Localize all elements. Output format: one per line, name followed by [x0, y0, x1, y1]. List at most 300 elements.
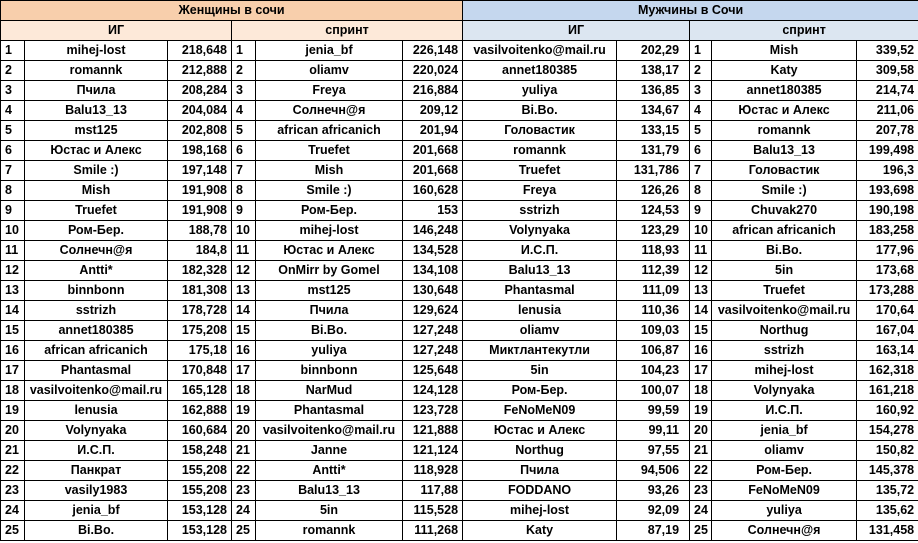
men-ig-score-cell: 94,506 [617, 461, 690, 481]
table-row [1, 461, 918, 481]
women-ig-score-cell: 182,328 [168, 261, 232, 281]
women-sprint-score-cell: 216,884 [403, 81, 463, 101]
women-sprint-score-cell: 134,108 [403, 261, 463, 281]
men-ig-score-cell: 118,93 [617, 241, 690, 261]
women-ig-score-cell: 170,848 [168, 361, 232, 381]
men-sprint-name-cell: african africanich [712, 221, 857, 241]
men-ig-name-cell: annet180385 [463, 61, 617, 81]
men-sprint-rank-cell: 17 [690, 361, 712, 381]
men-sprint-score-cell: 183,258 [857, 221, 918, 241]
men-sprint-rank-cell: 8 [690, 181, 712, 201]
women-sprint-score-cell: 118,928 [403, 461, 463, 481]
women-sprint-name-cell: Mish [256, 161, 403, 181]
men-sprint-name-cell: Ром-Бер. [712, 461, 857, 481]
women-sprint-name-cell: Antti* [256, 461, 403, 481]
women-sprint-name-cell: OnMirr by Gomel [256, 261, 403, 281]
men-sprint-rank-cell: 18 [690, 381, 712, 401]
women-sprint-rank-cell: 5 [232, 121, 256, 141]
women-ig-name-cell: binnbonn [25, 281, 168, 301]
men-sprint-score-cell: 309,58 [857, 61, 918, 81]
table-row [1, 201, 918, 221]
men-sprint-score-cell: 145,378 [857, 461, 918, 481]
men-ig-header: ИГ [463, 21, 690, 41]
rank-cell: 8 [1, 181, 25, 201]
rank-cell: 21 [1, 441, 25, 461]
men-sprint-rank-cell: 15 [690, 321, 712, 341]
women-ig-score-cell: 198,168 [168, 141, 232, 161]
women-ig-name-cell: jenia_bf [25, 501, 168, 521]
women-sprint-rank-cell: 3 [232, 81, 256, 101]
men-ig-name-cell: Katy [463, 521, 617, 541]
women-sprint-rank-cell: 1 [232, 41, 256, 61]
men-ig-name-cell: Bi.Bo. [463, 101, 617, 121]
women-sprint-score-cell: 125,648 [403, 361, 463, 381]
men-ig-name-cell: 5in [463, 361, 617, 381]
table-row [1, 41, 918, 61]
women-sprint-header: спринт [232, 21, 463, 41]
men-ig-score-cell: 123,29 [617, 221, 690, 241]
women-ig-name-cell: Ром-Бер. [25, 221, 168, 241]
men-ig-name-cell: romannk [463, 141, 617, 161]
rank-cell: 20 [1, 421, 25, 441]
rank-cell: 16 [1, 341, 25, 361]
women-sprint-rank-cell: 17 [232, 361, 256, 381]
women-ig-name-cell: Phantasmal [25, 361, 168, 381]
table-row [1, 501, 918, 521]
women-sprint-score-cell: 127,248 [403, 321, 463, 341]
women-ig-name-cell: mst125 [25, 121, 168, 141]
men-sprint-name-cell: Chuvak270 [712, 201, 857, 221]
women-ig-name-cell: Солнечн@я [25, 241, 168, 261]
women-ig-score-cell: 160,684 [168, 421, 232, 441]
table-row [1, 361, 918, 381]
women-sprint-name-cell: romannk [256, 521, 403, 541]
men-sprint-name-cell: Mish [712, 41, 857, 61]
women-ig-name-cell: Пчила [25, 81, 168, 101]
men-ig-score-cell: 110,36 [617, 301, 690, 321]
men-sprint-header: спринт [690, 21, 918, 41]
women-ig-score-cell: 153,128 [168, 521, 232, 541]
women-header: Женщины в сочи [1, 1, 463, 21]
men-sprint-score-cell: 207,78 [857, 121, 918, 141]
men-ig-score-cell: 99,11 [617, 421, 690, 441]
table-body [1, 41, 918, 541]
men-ig-name-cell: Phantasmal [463, 281, 617, 301]
women-sprint-rank-cell: 10 [232, 221, 256, 241]
rank-cell: 12 [1, 261, 25, 281]
men-sprint-name-cell: Volynyaka [712, 381, 857, 401]
women-ig-name-cell: И.С.П. [25, 441, 168, 461]
men-ig-score-cell: 131,79 [617, 141, 690, 161]
men-sprint-rank-cell: 2 [690, 61, 712, 81]
women-sprint-score-cell: 117,88 [403, 481, 463, 501]
women-ig-score-cell: 202,808 [168, 121, 232, 141]
table-row [1, 301, 918, 321]
women-sprint-score-cell: 153 [403, 201, 463, 221]
men-sprint-name-cell: yuliya [712, 501, 857, 521]
men-sprint-name-cell: Truefet [712, 281, 857, 301]
men-sprint-rank-cell: 24 [690, 501, 712, 521]
rank-cell: 4 [1, 101, 25, 121]
table-row [1, 401, 918, 421]
men-sprint-rank-cell: 13 [690, 281, 712, 301]
women-sprint-name-cell: Janne [256, 441, 403, 461]
women-sprint-name-cell: Smile :) [256, 181, 403, 201]
women-sprint-rank-cell: 21 [232, 441, 256, 461]
men-sprint-rank-cell: 10 [690, 221, 712, 241]
women-sprint-name-cell: Freya [256, 81, 403, 101]
women-sprint-score-cell: 209,12 [403, 101, 463, 121]
men-ig-name-cell: Головастик [463, 121, 617, 141]
men-header: Мужчины в Сочи [463, 1, 918, 21]
women-sprint-name-cell: Balu13_13 [256, 481, 403, 501]
men-ig-score-cell: 104,23 [617, 361, 690, 381]
men-sprint-score-cell: 199,498 [857, 141, 918, 161]
women-sprint-score-cell: 121,124 [403, 441, 463, 461]
women-sprint-name-cell: 5in [256, 501, 403, 521]
men-sprint-rank-cell: 9 [690, 201, 712, 221]
men-sprint-score-cell: 150,82 [857, 441, 918, 461]
men-sprint-rank-cell: 14 [690, 301, 712, 321]
women-sprint-name-cell: jenia_bf [256, 41, 403, 61]
men-sprint-name-cell: FeNoMeN09 [712, 481, 857, 501]
women-ig-score-cell: 155,208 [168, 481, 232, 501]
men-sprint-rank-cell: 20 [690, 421, 712, 441]
men-sprint-rank-cell: 25 [690, 521, 712, 541]
women-sprint-name-cell: Bi.Bo. [256, 321, 403, 341]
rank-cell: 1 [1, 41, 25, 61]
men-ig-name-cell: FeNoMeN09 [463, 401, 617, 421]
women-ig-name-cell: Balu13_13 [25, 101, 168, 121]
men-sprint-name-cell: 5in [712, 261, 857, 281]
men-ig-name-cell: Volynyaka [463, 221, 617, 241]
table-row [1, 61, 918, 81]
rank-cell: 10 [1, 221, 25, 241]
women-ig-header: ИГ [1, 21, 232, 41]
women-ig-score-cell: 184,8 [168, 241, 232, 261]
rank-cell: 3 [1, 81, 25, 101]
women-sprint-score-cell: 201,668 [403, 161, 463, 181]
table-row [1, 181, 918, 201]
women-sprint-rank-cell: 15 [232, 321, 256, 341]
men-sprint-rank-cell: 16 [690, 341, 712, 361]
rank-cell: 15 [1, 321, 25, 341]
women-sprint-rank-cell: 8 [232, 181, 256, 201]
table-row [1, 421, 918, 441]
women-sprint-name-cell: oliamv [256, 61, 403, 81]
women-sprint-name-cell: mihej-lost [256, 221, 403, 241]
men-sprint-score-cell: 190,198 [857, 201, 918, 221]
men-ig-name-cell: mihej-lost [463, 501, 617, 521]
women-ig-name-cell: Панкрат [25, 461, 168, 481]
men-sprint-rank-cell: 6 [690, 141, 712, 161]
men-sprint-rank-cell: 3 [690, 81, 712, 101]
rank-cell: 23 [1, 481, 25, 501]
men-ig-score-cell: 87,19 [617, 521, 690, 541]
table-row [1, 221, 918, 241]
men-sprint-name-cell: И.С.П. [712, 401, 857, 421]
men-sprint-rank-cell: 22 [690, 461, 712, 481]
men-sprint-score-cell: 154,278 [857, 421, 918, 441]
table-row [1, 241, 918, 261]
men-ig-name-cell: yuliya [463, 81, 617, 101]
men-sprint-score-cell: 173,68 [857, 261, 918, 281]
women-ig-score-cell: 191,908 [168, 201, 232, 221]
women-ig-score-cell: 191,908 [168, 181, 232, 201]
women-sprint-score-cell: 129,624 [403, 301, 463, 321]
women-sprint-rank-cell: 20 [232, 421, 256, 441]
women-sprint-score-cell: 123,728 [403, 401, 463, 421]
men-sprint-score-cell: 162,318 [857, 361, 918, 381]
men-ig-name-cell: Юстас и Алекс [463, 421, 617, 441]
men-ig-score-cell: 134,67 [617, 101, 690, 121]
men-sprint-score-cell: 163,14 [857, 341, 918, 361]
men-sprint-rank-cell: 21 [690, 441, 712, 461]
women-sprint-score-cell: 124,128 [403, 381, 463, 401]
men-ig-name-cell: Freya [463, 181, 617, 201]
table-row [1, 261, 918, 281]
men-sprint-score-cell: 135,62 [857, 501, 918, 521]
women-ig-name-cell: Bi.Bo. [25, 521, 168, 541]
rank-cell: 18 [1, 381, 25, 401]
men-ig-name-cell: Balu13_13 [463, 261, 617, 281]
women-sprint-rank-cell: 16 [232, 341, 256, 361]
men-ig-name-cell: lenusia [463, 301, 617, 321]
men-ig-score-cell: 93,26 [617, 481, 690, 501]
men-sprint-rank-cell: 11 [690, 241, 712, 261]
women-ig-name-cell: vasilvoitenko@mail.ru [25, 381, 168, 401]
rank-cell: 22 [1, 461, 25, 481]
men-sprint-score-cell: 167,04 [857, 321, 918, 341]
women-sprint-rank-cell: 2 [232, 61, 256, 81]
table-row [1, 81, 918, 101]
men-ig-score-cell: 133,15 [617, 121, 690, 141]
men-sprint-name-cell: Balu13_13 [712, 141, 857, 161]
table-row [1, 321, 918, 341]
men-sprint-name-cell: oliamv [712, 441, 857, 461]
women-sprint-score-cell: 127,248 [403, 341, 463, 361]
women-sprint-rank-cell: 9 [232, 201, 256, 221]
rank-cell: 5 [1, 121, 25, 141]
women-ig-name-cell: romannk [25, 61, 168, 81]
women-ig-score-cell: 158,248 [168, 441, 232, 461]
women-ig-name-cell: Юстас и Алекс [25, 141, 168, 161]
men-ig-score-cell: 97,55 [617, 441, 690, 461]
men-sprint-name-cell: Bi.Bo. [712, 241, 857, 261]
women-sprint-score-cell: 134,528 [403, 241, 463, 261]
women-ig-name-cell: lenusia [25, 401, 168, 421]
women-sprint-rank-cell: 24 [232, 501, 256, 521]
table-row [1, 141, 918, 161]
table-row [1, 101, 918, 121]
men-ig-score-cell: 124,53 [617, 201, 690, 221]
women-sprint-name-cell: binnbonn [256, 361, 403, 381]
men-sprint-name-cell: vasilvoitenko@mail.ru [712, 301, 857, 321]
men-ig-name-cell: Truefet [463, 161, 617, 181]
men-sprint-score-cell: 339,52 [857, 41, 918, 61]
women-sprint-score-cell: 121,888 [403, 421, 463, 441]
group-header-row [1, 1, 918, 21]
table-row [1, 281, 918, 301]
women-sprint-score-cell: 226,148 [403, 41, 463, 61]
women-ig-name-cell: Smile :) [25, 161, 168, 181]
men-ig-score-cell: 100,07 [617, 381, 690, 401]
women-ig-score-cell: 162,888 [168, 401, 232, 421]
rank-cell: 17 [1, 361, 25, 381]
women-sprint-name-cell: Юстас и Алекс [256, 241, 403, 261]
women-ig-score-cell: 188,78 [168, 221, 232, 241]
men-sprint-rank-cell: 5 [690, 121, 712, 141]
men-sprint-name-cell: Katy [712, 61, 857, 81]
rank-cell: 25 [1, 521, 25, 541]
women-ig-name-cell: mihej-lost [25, 41, 168, 61]
rank-cell: 2 [1, 61, 25, 81]
men-sprint-score-cell: 170,64 [857, 301, 918, 321]
table-row [1, 121, 918, 141]
women-ig-score-cell: 165,128 [168, 381, 232, 401]
women-sprint-name-cell: Phantasmal [256, 401, 403, 421]
table-row [1, 381, 918, 401]
rank-cell: 6 [1, 141, 25, 161]
women-ig-score-cell: 155,208 [168, 461, 232, 481]
men-sprint-name-cell: annet180385 [712, 81, 857, 101]
women-sprint-score-cell: 111,268 [403, 521, 463, 541]
men-sprint-score-cell: 160,92 [857, 401, 918, 421]
men-ig-score-cell: 126,26 [617, 181, 690, 201]
men-ig-score-cell: 106,87 [617, 341, 690, 361]
men-sprint-score-cell: 135,72 [857, 481, 918, 501]
women-sprint-name-cell: Солнечн@я [256, 101, 403, 121]
men-ig-score-cell: 202,29 [617, 41, 690, 61]
men-ig-name-cell: Ром-Бер. [463, 381, 617, 401]
men-sprint-score-cell: 193,698 [857, 181, 918, 201]
men-sprint-name-cell: mihej-lost [712, 361, 857, 381]
men-sprint-score-cell: 211,06 [857, 101, 918, 121]
men-sprint-name-cell: Головастик [712, 161, 857, 181]
men-sprint-score-cell: 161,218 [857, 381, 918, 401]
men-sprint-rank-cell: 12 [690, 261, 712, 281]
table-row [1, 161, 918, 181]
women-ig-name-cell: Truefet [25, 201, 168, 221]
men-sprint-rank-cell: 4 [690, 101, 712, 121]
women-sprint-rank-cell: 7 [232, 161, 256, 181]
rank-cell: 13 [1, 281, 25, 301]
women-sprint-rank-cell: 23 [232, 481, 256, 501]
women-ig-score-cell: 153,128 [168, 501, 232, 521]
men-ig-score-cell: 136,85 [617, 81, 690, 101]
women-sprint-rank-cell: 25 [232, 521, 256, 541]
men-sprint-name-cell: Юстас и Алекс [712, 101, 857, 121]
men-ig-name-cell: Northug [463, 441, 617, 461]
men-sprint-name-cell: romannk [712, 121, 857, 141]
rank-cell: 19 [1, 401, 25, 421]
women-ig-score-cell: 212,888 [168, 61, 232, 81]
women-ig-score-cell: 208,284 [168, 81, 232, 101]
men-sprint-rank-cell: 7 [690, 161, 712, 181]
men-sprint-name-cell: Northug [712, 321, 857, 341]
men-ig-score-cell: 138,17 [617, 61, 690, 81]
table-row [1, 521, 918, 541]
rank-cell: 11 [1, 241, 25, 261]
women-ig-name-cell: Volynyaka [25, 421, 168, 441]
men-ig-score-cell: 92,09 [617, 501, 690, 521]
women-sprint-rank-cell: 19 [232, 401, 256, 421]
men-sprint-name-cell: Smile :) [712, 181, 857, 201]
men-ig-name-cell: sstrizh [463, 201, 617, 221]
women-sprint-rank-cell: 6 [232, 141, 256, 161]
men-sprint-score-cell: 177,96 [857, 241, 918, 261]
men-sprint-score-cell: 214,74 [857, 81, 918, 101]
women-ig-score-cell: 181,308 [168, 281, 232, 301]
men-sprint-score-cell: 196,3 [857, 161, 918, 181]
men-ig-name-cell: FODDANO [463, 481, 617, 501]
women-sprint-score-cell: 115,528 [403, 501, 463, 521]
men-ig-score-cell: 99,59 [617, 401, 690, 421]
men-sprint-score-cell: 131,458 [857, 521, 918, 541]
women-sprint-rank-cell: 14 [232, 301, 256, 321]
rank-cell: 14 [1, 301, 25, 321]
women-sprint-name-cell: Пчила [256, 301, 403, 321]
women-ig-name-cell: vasily1983 [25, 481, 168, 501]
women-sprint-name-cell: vasilvoitenko@mail.ru [256, 421, 403, 441]
women-sprint-rank-cell: 13 [232, 281, 256, 301]
women-ig-score-cell: 178,728 [168, 301, 232, 321]
women-ig-name-cell: african africanich [25, 341, 168, 361]
women-ig-name-cell: Antti* [25, 261, 168, 281]
women-sprint-rank-cell: 11 [232, 241, 256, 261]
women-sprint-score-cell: 220,024 [403, 61, 463, 81]
men-ig-score-cell: 111,09 [617, 281, 690, 301]
women-sprint-name-cell: NarMud [256, 381, 403, 401]
men-ig-name-cell: Пчила [463, 461, 617, 481]
sub-header-row [1, 21, 918, 41]
women-sprint-rank-cell: 22 [232, 461, 256, 481]
women-sprint-rank-cell: 12 [232, 261, 256, 281]
women-sprint-score-cell: 146,248 [403, 221, 463, 241]
rank-cell: 7 [1, 161, 25, 181]
men-sprint-rank-cell: 19 [690, 401, 712, 421]
women-sprint-score-cell: 201,94 [403, 121, 463, 141]
men-ig-score-cell: 109,03 [617, 321, 690, 341]
women-ig-score-cell: 218,648 [168, 41, 232, 61]
men-ig-score-cell: 112,39 [617, 261, 690, 281]
men-ig-name-cell: И.С.П. [463, 241, 617, 261]
women-ig-score-cell: 204,084 [168, 101, 232, 121]
men-sprint-rank-cell: 1 [690, 41, 712, 61]
men-ig-score-cell: 131,786 [617, 161, 690, 181]
rank-cell: 24 [1, 501, 25, 521]
men-ig-name-cell: Миктлантекутли [463, 341, 617, 361]
table-row [1, 481, 918, 501]
women-sprint-name-cell: mst125 [256, 281, 403, 301]
women-ig-score-cell: 175,208 [168, 321, 232, 341]
women-sprint-name-cell: yuliya [256, 341, 403, 361]
men-sprint-name-cell: Солнечн@я [712, 521, 857, 541]
women-sprint-rank-cell: 18 [232, 381, 256, 401]
women-ig-score-cell: 197,148 [168, 161, 232, 181]
women-sprint-rank-cell: 4 [232, 101, 256, 121]
table-row [1, 341, 918, 361]
women-sprint-name-cell: Ром-Бер. [256, 201, 403, 221]
men-sprint-name-cell: sstrizh [712, 341, 857, 361]
women-sprint-name-cell: african africanich [256, 121, 403, 141]
women-sprint-score-cell: 130,648 [403, 281, 463, 301]
women-ig-name-cell: sstrizh [25, 301, 168, 321]
men-sprint-score-cell: 173,288 [857, 281, 918, 301]
women-sprint-score-cell: 160,628 [403, 181, 463, 201]
women-ig-score-cell: 175,18 [168, 341, 232, 361]
men-sprint-rank-cell: 23 [690, 481, 712, 501]
